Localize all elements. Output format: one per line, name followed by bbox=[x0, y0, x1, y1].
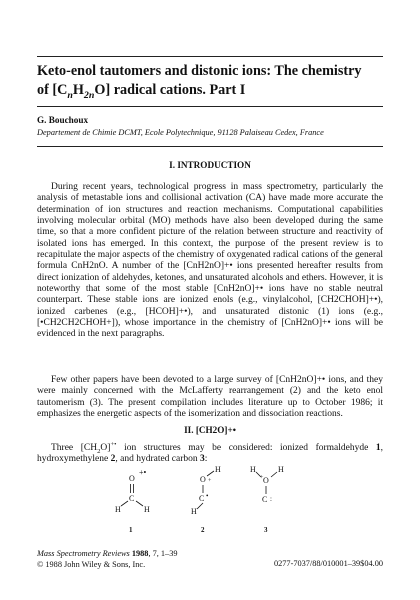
journal-year: 1988 bbox=[131, 549, 149, 558]
intro-paragraph-1: During recent years, technological progress in mass spectrometry, particularly the analysis of metastable ions and collisional activation (CA) have made more accurate the determination of ion structures and reaction mechanisms. Computational capabilities involving molecular orbital (MO) methods have also been developed during the same time, so that a more confident picture of the relation between structure and reactivity of isolated ions has emerged. In this context, the purpose of the present review is to recapitulate the major aspects of the chemistry of oxygenated radical cations of the general formula CnH2nO. A number of the [CnH2nO]+• ions presented hereafter results from direct ionization of aldehydes, ketones, and unsaturated alcohols and ethers. However, it is noteworthy that some of the most stable [CnH2nO]+• ions have no stable neutral counterpart. These stable ions are ionized enols (e.g., vinylalcohol, [CH2CHOH]+•), ionized carbenes (e.g., [HCOH]+•), and unsaturated distonic (1) ions (e.g., [•CH2CH2CHOH+]), whose importance in the chemistry of [CnH2nO]+• ions will be evidenced in the next paragraphs. bbox=[37, 182, 383, 340]
s3-carbon: C bbox=[262, 495, 268, 504]
section-heading-introduction: I. INTRODUCTION bbox=[169, 160, 251, 170]
s2-charge: + bbox=[208, 478, 212, 484]
s1-oxygen: O bbox=[129, 474, 135, 483]
s1-h-left: H bbox=[115, 505, 121, 514]
s3-bond-right bbox=[271, 472, 277, 477]
s2-radical: • bbox=[206, 492, 209, 500]
s3-h-left: H bbox=[250, 465, 256, 474]
s2-oxygen: O bbox=[200, 475, 206, 484]
header-rule bbox=[37, 146, 383, 147]
s3-h-right: H bbox=[278, 465, 284, 474]
author-affiliation: Departement de Chimie DCMT, Ecole Polytechnique, 91128 Palaiseau Cedex, France bbox=[37, 128, 324, 137]
s1-bond-right bbox=[136, 501, 143, 506]
title-line-1: Keto-enol tautomers and distonic ions: The chemistry bbox=[37, 63, 362, 79]
copyright: © 1988 John Wiley & Sons, Inc. bbox=[37, 560, 146, 569]
article-title bbox=[37, 62, 383, 100]
section-heading-ch2o: II. [CH2O]+• bbox=[184, 425, 236, 435]
s2-carbon: C bbox=[199, 494, 205, 503]
s1-carbon: C bbox=[129, 494, 135, 503]
section2-paragraph: Three $[CH_2O]^{+•}$ ion structures may be considered: ionized formaldehyde 1, hydroxymethylene 2, and hydrated carbon 3: bbox=[37, 440, 384, 465]
author-name: G. Bouchoux bbox=[37, 115, 89, 125]
title-line-2: of $[C_nH_{2n}O]$ radical cations. Part I bbox=[37, 82, 246, 101]
structure-3-hydrated-carbon bbox=[250, 465, 284, 534]
s3-oxygen: O bbox=[263, 476, 269, 485]
title-rule bbox=[37, 106, 383, 107]
s1-charge: +• bbox=[139, 468, 147, 477]
journal-name: Mass Spectrometry Reviews bbox=[37, 549, 130, 558]
footer-citation bbox=[37, 548, 178, 570]
top-rule bbox=[37, 56, 383, 57]
s3-charge: + bbox=[260, 475, 264, 481]
s2-h-top: H bbox=[215, 465, 221, 474]
s2-h-bottom: H bbox=[191, 507, 197, 516]
structure-2-hydroxymethylene bbox=[191, 465, 221, 534]
s2-bond-ch bbox=[197, 503, 203, 509]
s1-bond-left bbox=[121, 501, 128, 506]
journal-volume: , 7, 1–39 bbox=[148, 549, 178, 558]
s1-h-right: H bbox=[144, 505, 150, 514]
s3-lone-pair: : bbox=[270, 495, 272, 503]
intro-paragraph-2: Few other papers have been devoted to a large survey of [CnH2nO]+• ions, and they were mainly concerned with the McLafferty rearrangement (2) and the keto enol tautomerism (3). The present compilation includes literature up to October 1986; it emphasizes the energetic aspects of the isomerization and dissociation reactions. bbox=[37, 375, 383, 420]
s3-label: 3 bbox=[264, 526, 268, 534]
s1-label: 1 bbox=[129, 526, 133, 534]
structure-1-formaldehyde-ion bbox=[115, 468, 150, 534]
s2-label: 2 bbox=[201, 526, 205, 534]
article-code: 0277-7037/88/010001–39$04.00 bbox=[273, 559, 383, 568]
chemical-structures bbox=[0, 460, 420, 540]
s2-bond-oh bbox=[207, 471, 214, 476]
